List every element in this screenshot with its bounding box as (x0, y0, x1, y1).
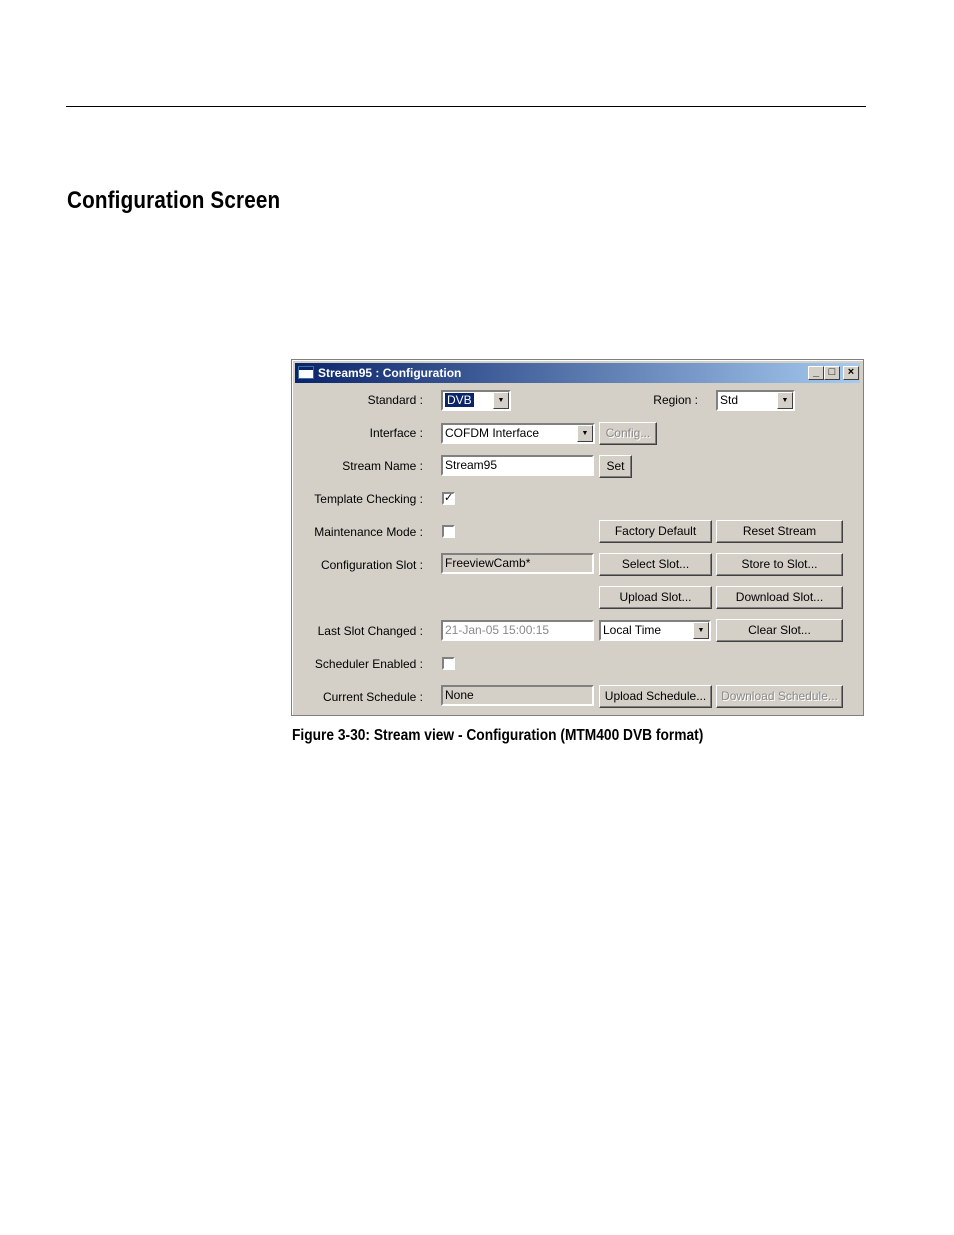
window-title: Stream95 : Configuration (318, 366, 462, 380)
last-slot-changed-field: 21-Jan-05 15:00:15 (441, 620, 594, 641)
maintenance-mode-checkbox[interactable] (442, 525, 455, 538)
chevron-down-icon[interactable]: ▼ (693, 622, 709, 639)
config-button[interactable]: Config... (599, 422, 657, 445)
minimize-button[interactable]: _ (808, 366, 824, 380)
chevron-down-icon[interactable]: ▼ (777, 392, 793, 409)
standard-select[interactable] (441, 390, 511, 411)
configuration-dialog (291, 359, 864, 716)
region-value: Std (720, 393, 739, 407)
select-slot-button[interactable]: Select Slot... (599, 553, 712, 576)
template-checking-checkbox[interactable] (442, 492, 455, 505)
reset-stream-button[interactable]: Reset Stream (716, 520, 843, 543)
interface-value: COFDM Interface (445, 426, 540, 440)
configuration-slot-label: Configuration Slot : (320, 558, 423, 572)
current-schedule-field: None (441, 685, 594, 706)
scheduler-enabled-checkbox[interactable] (442, 657, 455, 670)
time-mode-value: Local Time (603, 623, 662, 637)
clear-slot-button[interactable]: Clear Slot... (716, 619, 843, 642)
figure-caption: Figure 3-30: Stream view - Configuration (MTM400 DVB format) (292, 727, 704, 744)
checkmark-icon: ✓ (444, 492, 454, 504)
template-checking-label: Template Checking : (314, 492, 423, 506)
close-button[interactable]: × (843, 366, 859, 380)
section-heading: Configuration Screen (67, 187, 281, 214)
window-icon (298, 366, 314, 379)
interface-label: Interface : (369, 426, 423, 440)
region-select[interactable] (716, 390, 795, 411)
scheduler-enabled-label: Scheduler Enabled : (314, 657, 423, 671)
maintenance-mode-label: Maintenance Mode : (314, 525, 423, 539)
upload-schedule-button[interactable]: Upload Schedule... (599, 685, 712, 708)
factory-default-button[interactable]: Factory Default (599, 520, 712, 543)
download-slot-button[interactable]: Download Slot... (716, 586, 843, 609)
store-to-slot-button[interactable]: Store to Slot... (716, 553, 843, 576)
download-schedule-button[interactable]: Download Schedule... (716, 685, 843, 708)
interface-select[interactable] (441, 423, 595, 444)
chevron-down-icon[interactable]: ▼ (577, 425, 593, 442)
stream-name-input[interactable]: Stream95 (441, 455, 594, 476)
last-slot-changed-label: Last Slot Changed : (317, 624, 423, 638)
set-button[interactable]: Set (599, 455, 632, 478)
header-rule (66, 106, 866, 107)
configuration-slot-field: FreeviewCamb* (441, 553, 594, 574)
maximize-button[interactable]: □ (824, 366, 840, 380)
current-schedule-label: Current Schedule : (322, 690, 423, 704)
region-label: Region : (653, 393, 698, 407)
stream-name-label: Stream Name : (342, 459, 423, 473)
standard-value: DVB (447, 393, 472, 407)
time-mode-select[interactable] (599, 620, 711, 641)
chevron-down-icon[interactable]: ▼ (493, 392, 509, 409)
upload-slot-button[interactable]: Upload Slot... (599, 586, 712, 609)
standard-label: Standard : (367, 393, 423, 407)
title-bar[interactable] (295, 363, 860, 383)
